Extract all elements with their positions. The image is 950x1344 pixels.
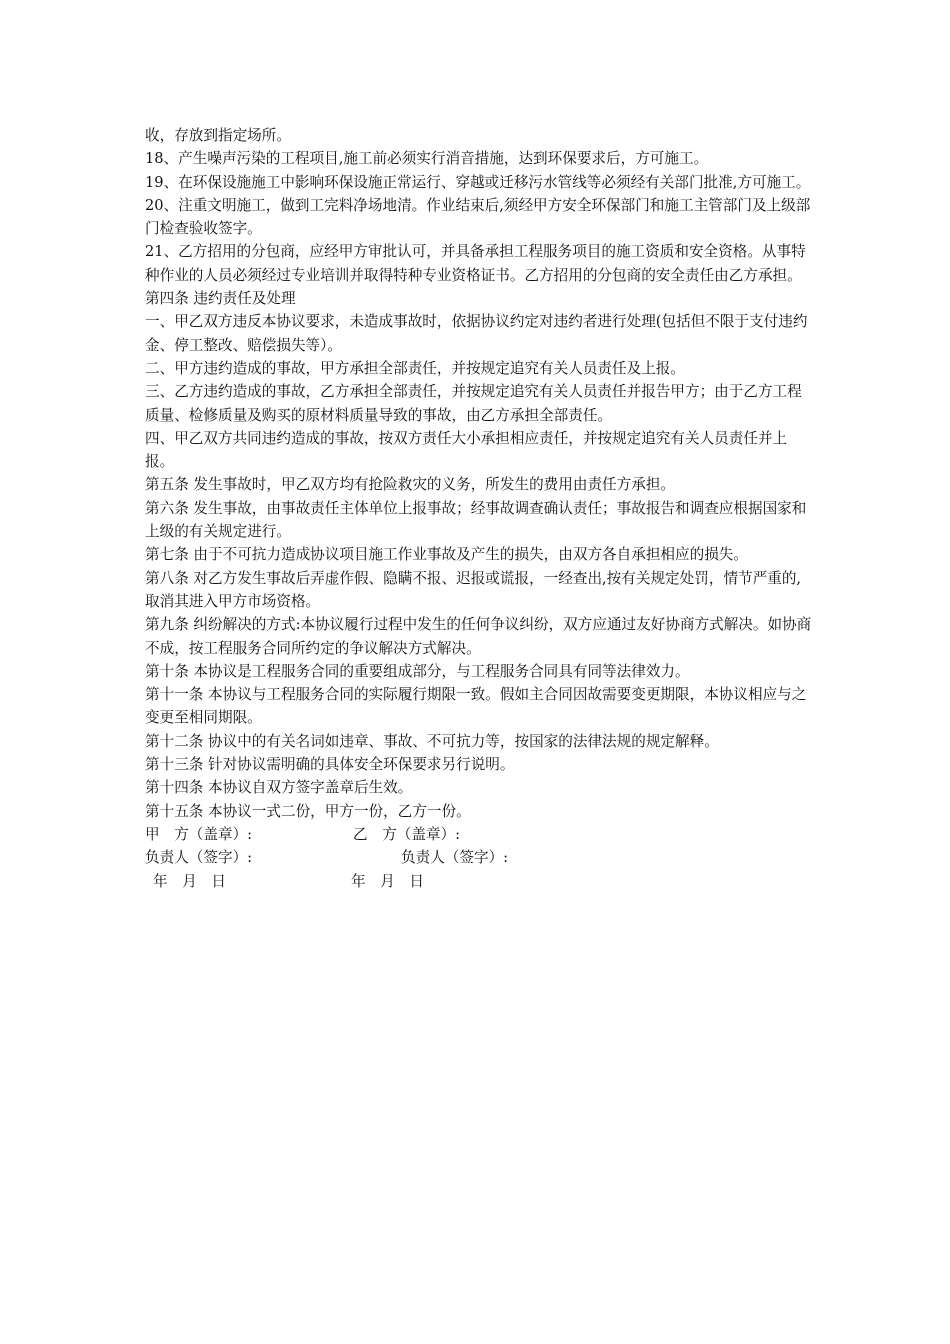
paragraph: 第十三条 针对协议需明确的具体安全环保要求另行说明。 [145,756,515,774]
document-body [145,124,813,823]
party-a-signer-label: 负责人（签字）: [145,849,253,867]
date-row [145,870,813,893]
paragraph: 第九条 纠纷解决的方式:本协议履行过程中发生的任何争议纠纷，双方应通过友好协商方式解决。如协商不成，按工程服务合同所约定的争议解决方式解决。 [145,616,812,657]
paragraph: 20、注重文明施工，做到工完料净场地清。作业结束后,须经甲方安全环保部门和施工主管部门及上级部门检查验收签字。 [145,196,811,238]
party-b-date-label: 年 月 日 [351,872,424,890]
paragraph: 第七条 由于不可抗力造成协议项目施工作业事故及产生的损失，由双方各自承担相应的损失。 [145,546,748,564]
paragraph: 收，存放到指定场所。 [145,127,291,144]
seal-row [145,823,813,846]
party-b-signer-label: 负责人（签字）: [401,849,509,867]
paragraph: 21、乙方招用的分包商，应经甲方审批认可，并具备承担工程服务项目的施工资质和安全资格。从事特种作业的人员必须经过专业培训并取得特种专业资格证书。乙方招用的分包商的安全责任由乙方承担。 [145,243,806,284]
signer-row [145,846,813,869]
paragraph: 三、乙方违约造成的事故，乙方承担全部责任，并按规定追究有关人员责任并报告甲方；由于乙方工程质量、检修质量及购买的原材料质量导致的事故，由乙方承担全部责任。 [145,383,802,424]
paragraph: 第六条 发生事故，由事故责任主体单位上报事故；经事故调查确认责任；事故报告和调查应根据国家和上级的有关规定进行。 [145,499,807,541]
paragraph: 19、在环保设施施工中影响环保设施正常运行、穿越或迁移污水管线等必须经有关部门批准,方可施工。 [145,173,811,191]
paragraph: 18、产生噪声污染的工程项目,施工前必须实行消音措施，达到环保要求后，方可施工。 [145,150,709,168]
paragraph: 第十五条 本协议一式二份，甲方一份，乙方一份。 [145,802,471,820]
paragraph: 第五条 发生事故时，甲乙双方均有抢险救灾的义务，所发生的费用由责任方承担。 [145,476,676,494]
paragraph: 第十二条 协议中的有关名词如违章、事故、不可抗力等，按国家的法律法规的规定解释。 [145,732,719,750]
party-b-seal-label: 乙 方（盖章）: [353,825,461,843]
paragraph: 四、甲乙双方共同违约造成的事故，按双方责任大小承担相应责任，并按规定追究有关人员责任并上报。 [145,429,788,471]
party-a-seal-label: 甲 方（盖章）: [145,825,253,843]
paragraph: 一、甲乙双方违反本协议要求，未造成事故时，依据协议约定对违约者进行处理(包括但不限于支付违约金、停工整改、赔偿损失等）。 [145,313,808,354]
paragraph: 第四条 违约责任及处理 [145,290,296,308]
paragraph: 第十四条 本协议自双方签字盖章后生效。 [145,779,413,797]
paragraph: 第十一条 本协议与工程服务合同的实际履行期限一致。假如主合同因故需要变更期限，本协议相应与之变更至相同期限。 [145,686,807,727]
party-a-date-label: 年 月 日 [153,872,226,890]
paragraph: 第十条 本协议是工程服务合同的重要组成部分，与工程服务合同具有同等法律效力。 [145,662,690,680]
paragraph: 第八条 对乙方发生事故后弄虚作假、隐瞒不报、迟报或谎报，一经查出,按有关规定处罚，情节严重的,取消其进入甲方市场资格。 [145,569,802,610]
paragraph: 二、甲方违约造成的事故，甲方承担全部责任，并按规定追究有关人员责任及上报。 [145,359,685,377]
document-page [145,124,813,893]
